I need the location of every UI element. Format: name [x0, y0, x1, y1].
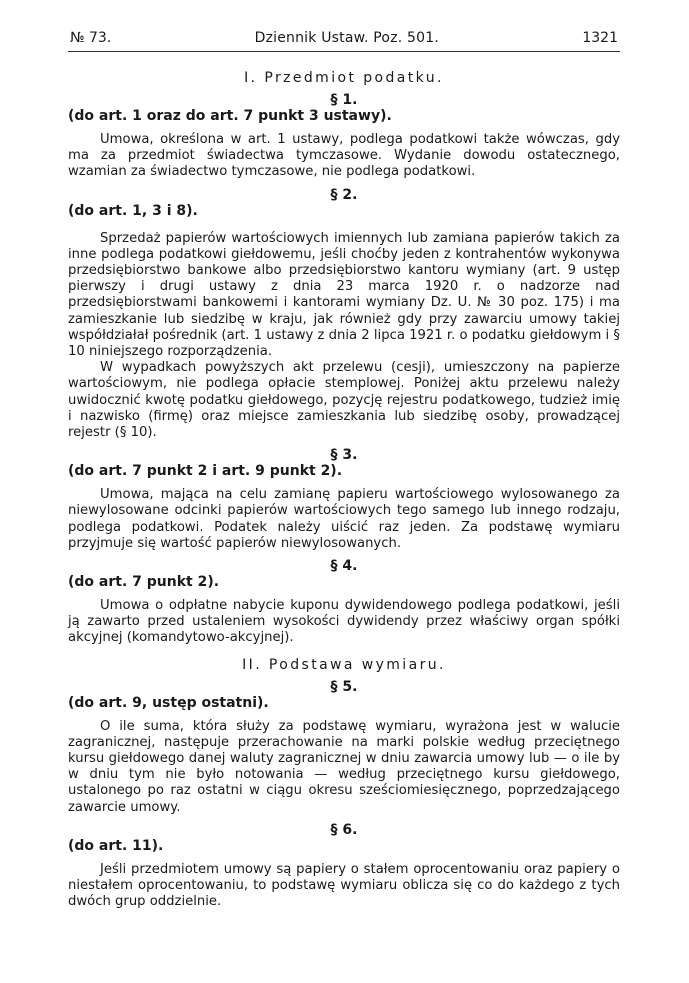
section-number: § 6.: [330, 821, 358, 838]
journal-title: Dziennik Ustaw. Poz. 501.: [254, 30, 440, 46]
section-number: § 1.: [330, 92, 358, 108]
section-reference: (do art. 1, 3 i 8).: [68, 202, 198, 219]
document-page: [68, 30, 620, 911]
paragraph: Umowa, określona w art. 1 ustawy, podlega podatkowi także wówczas, gdy ma za przedmiot świadectwa tymczasowe. Wydanie dowodu ostatecznego, wzamian za świadectwo tymczasowe, nie podlega podatkowi.: [68, 132, 620, 180]
section-number: § 4.: [330, 558, 358, 575]
paragraph: Jeśli przedmiotem umowy są papiery o stałem oprocentowaniu oraz papiery o niestałem oprocentowaniu, to podstawę wymiaru oblicza się co do każdego z tych dwóch grup oddzielnie.: [68, 861, 620, 910]
section-reference: (do art. 1 oraz do art. 7 punkt 3 ustawy).: [68, 108, 392, 124]
paragraph: O ile suma, która służy za podstawę wymiaru, wyrażona jest w walucie zagranicznej, następuje przerachowanie na marki polskie według przeciętnego kursu giełdowego danej waluty zagranicznej w dniu zawarcia umowy lub — o ile by w dniu tym nie było notowania — według przeciętnego kursu giełdowego, ustalonego po raz ostatni w ciągu okresu sześciomiesięcznego, poprzedzającego zawarcie umowy.: [68, 718, 620, 815]
paragraph: W wypadkach powyższych akt przelewu (cesji), umieszczony na papierze wartościowym, nie podlega opłacie stemplowej. Poniżej aktu przelewu należy uwidocznić kwotę podatku giełdowego, pozycję rejestru podatkowego, tudzież imię i nazwisko (firmę) oraz miejsce zamieszkania lub siedzibę osoby, prowadzącej rejestr (§ 10).: [68, 360, 620, 441]
section-number: § 5.: [330, 678, 358, 695]
issue-number: № 73.: [70, 30, 112, 46]
page-number: 1321: [582, 30, 618, 46]
chapter-heading: II. Podstawa wymiaru.: [242, 656, 446, 673]
paragraph: Sprzedaż papierów wartościowych imiennych lub zamiana papierów takich za inne podlega podatkowi giełdowemu, jeśli choćby jeden z kontrahentów wykonywa przedsiębiorstwo bankowe albo przedsiębiorstwo kantoru wymiany (art. 9 ustęp pierwszy i drugi ustawy z dnia 23 marca 1920 r. o nadzorze nad przedsiębiorstwami bankowemi i kantorami wymiany Dz. U. № 30 poz. 175) i ma zamieszkanie lub siedzibę w kraju, jak również gdy przy zawarciu umowy takiej współdziałał pośrednik (art. 1 ustawy z dnia 2 lipca 1921 r. o podatku giełdowym i § 10 niniejszego rozporządzenia.: [68, 230, 620, 360]
section-reference: (do art. 7 punkt 2).: [68, 574, 220, 591]
paragraph: Umowa o odpłatne nabycie kuponu dywidendowego podlega podatkowi, jeśli ją zawarto przed ustaleniem wysokości dywidendy przez właściwy organ spółki akcyjnej (komandytowo-akcyjnej).: [68, 598, 620, 646]
section-number: § 2.: [330, 186, 358, 203]
page-header: [68, 30, 620, 52]
section-reference: (do art. 7 punkt 2 i art. 9 punkt 2).: [68, 463, 343, 480]
paragraph: Umowa, mająca na celu zamianę papieru wartościowego wylosowanego za niewylosowane odcinki papierów wartościowych tego samego lub innego rodzaju, podlega podatkowi. Podatek należy uiścić raz jeden. Za podstawę wymiaru przyjmuje się wartość papierów niewylosowanych.: [68, 487, 620, 551]
section-number: § 3.: [330, 447, 358, 464]
section-reference: (do art. 9, ustęp ostatni).: [68, 694, 269, 711]
chapter-heading: I. Przedmiot podatku.: [244, 70, 444, 86]
section-reference: (do art. 11).: [68, 837, 164, 854]
